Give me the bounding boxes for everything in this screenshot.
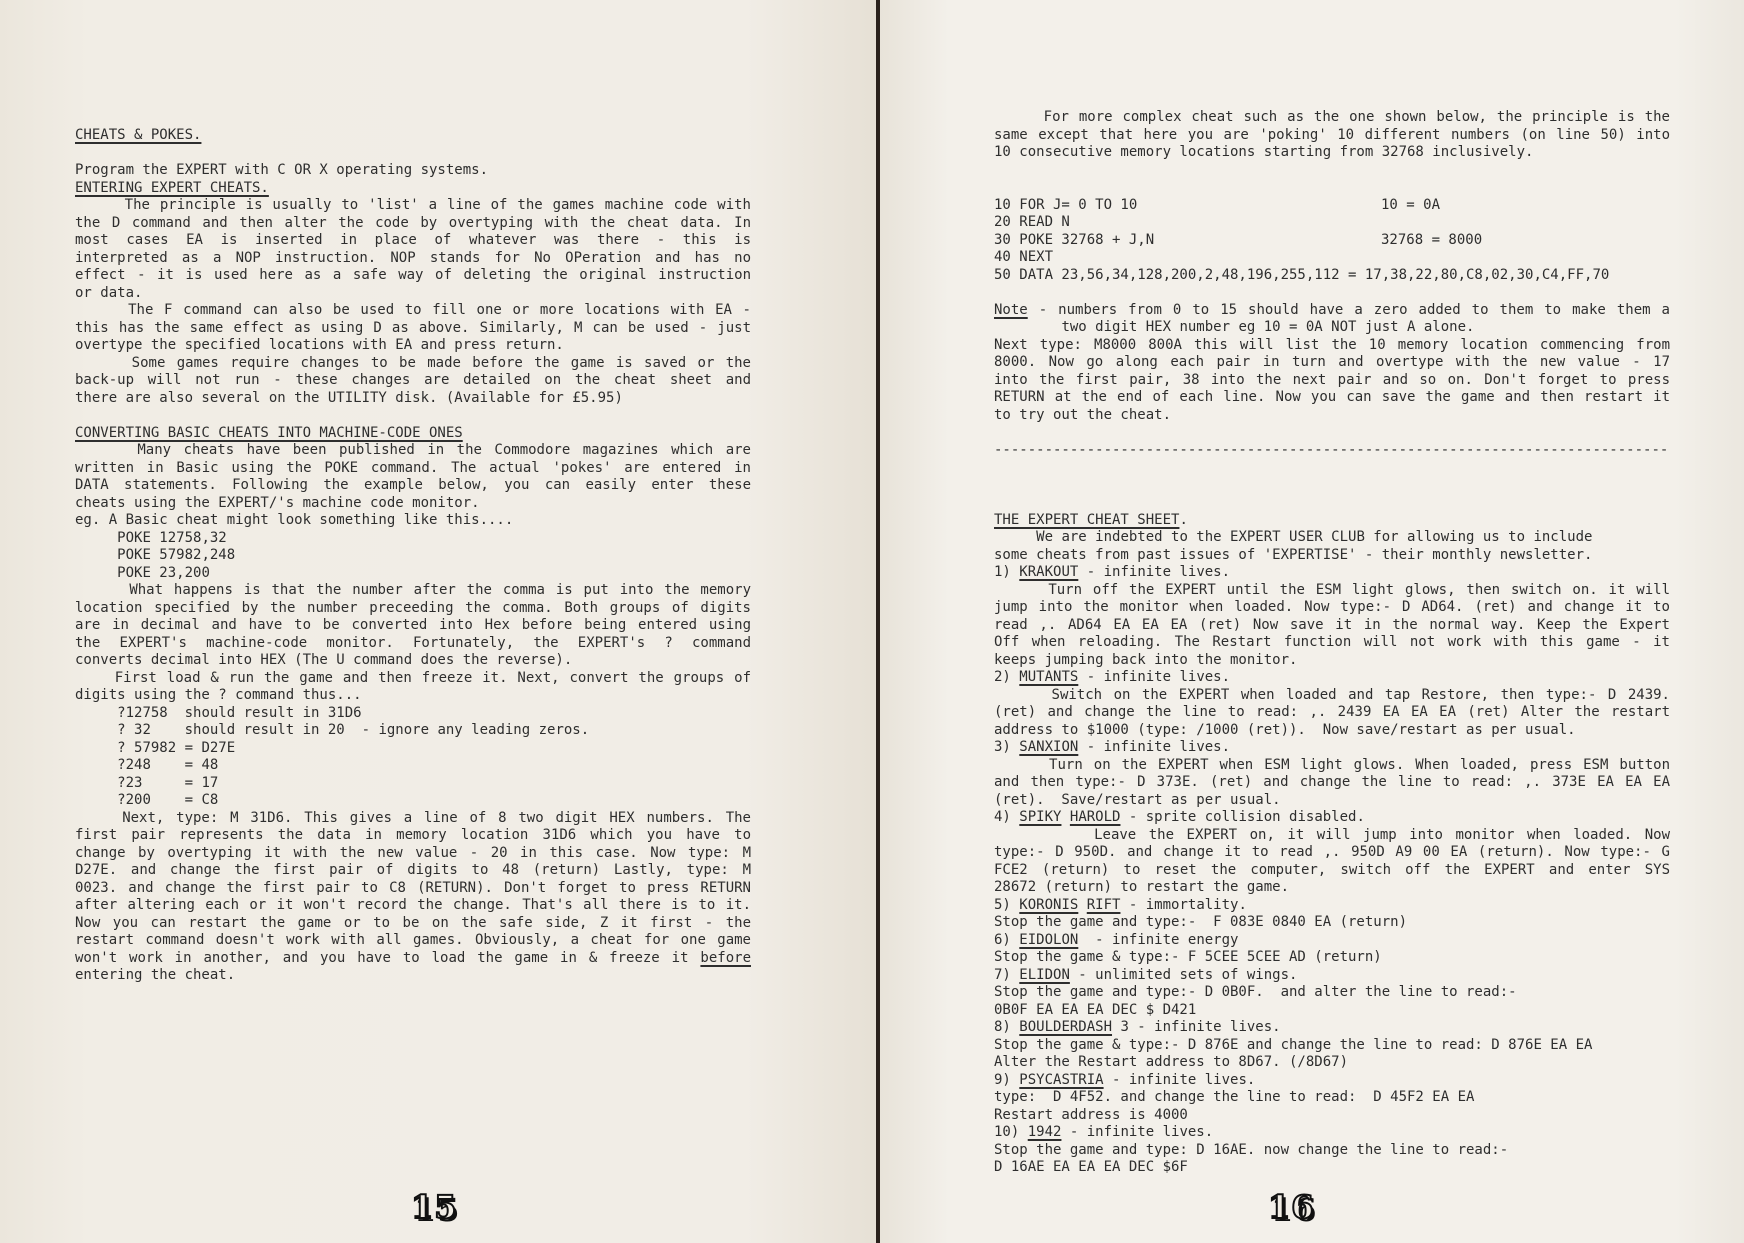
underlined-heading: SANXION [1019, 739, 1079, 755]
text-line: 10 consecutive memory locations starting from 32768 inclusively. [994, 144, 1534, 160]
text-line: 30 POKE 32768 + J,N 32768 = 8000 [994, 231, 1483, 248]
text-line: change by overtyping it with the new value - 20 in this case. Now type: M [75, 844, 751, 861]
text-line: D 16AE EA EA EA DEC $6F [994, 1159, 1188, 1175]
text-line: Program the EXPERT with C OR X operating systems. [75, 162, 489, 178]
blank-line [994, 424, 1670, 442]
text-line: Leave the EXPERT on, it will jump into monitor when loaded. Now [994, 826, 1670, 843]
text-line: ?12758 should result in 31D6 [75, 704, 362, 721]
text-line: 10) 1942 - infinite lives. [994, 1124, 1214, 1140]
text-line: RETURN at the end of each line. Now you can save the game and then restart it [994, 389, 1670, 405]
text-line: Off when reloading. The Restart function will not work with this game - it [994, 634, 1670, 650]
text-line: 1) KRAKOUT - infinite lives. [994, 564, 1231, 580]
text-line: ?248 = 48 [75, 757, 219, 773]
text-line: converts decimal into HEX (The U command does the reverse). [75, 652, 573, 668]
text-line: DATA statements. Following the example below, you can easily enter these [75, 477, 751, 493]
text-line: 8000. Now go along each pair in turn and overtype with the new value - 17 [994, 354, 1670, 370]
text-line [75, 180, 751, 198]
hex-conversion-note: 32768 = 8000 [1381, 231, 1483, 248]
text-line: 40 NEXT [994, 249, 1054, 265]
right-page-text [994, 109, 1670, 1177]
blank-line [994, 494, 1670, 512]
underlined-heading: before [700, 949, 751, 966]
text-line: Some games require changes to be made before the game is saved or the [75, 354, 751, 371]
text-line: location specified by the number preceeding the comma. Both groups of digits [75, 599, 751, 616]
text-line: D27E. and change the first pair of digits to 48 (return) Lastly, type: M [75, 862, 751, 878]
text-line: interpreted as a NOP instruction. NOP stands for No OPeration and has no [75, 249, 751, 266]
blank-line [994, 162, 1670, 180]
text-line: Stop the game and type: D 16AE. now change the line to read:- [994, 1141, 1509, 1158]
text-line: POKE 23,200 [75, 564, 210, 581]
text-line: Next, type: M 31D6. This gives a line of 8 two digit HEX numbers. The [75, 809, 751, 826]
text-line: the EXPERT's machine-code monitor. Fortunately, the EXPERT's ? command [75, 634, 751, 651]
text-line: 0023. and change the first pair to C8 (RETURN). Don't forget to press RETURN [75, 879, 751, 896]
text-line: after altering each or it won't record the change. That's all there is to it. [75, 897, 751, 913]
underlined-heading: KRAKOUT [1019, 564, 1079, 580]
text-line: some cheats from past issues of 'EXPERTISE' - their monthly newsletter. [994, 546, 1593, 563]
text-line: to try out the cheat. [994, 406, 1172, 423]
text-line: or data. [75, 284, 143, 301]
underlined-heading: THE EXPERT CHEAT SHEET [994, 511, 1180, 528]
underlined-heading: 1942 [1027, 1124, 1062, 1140]
text-line: jump into the monitor when loaded. Now type:- D AD64. (ret) and change it to [994, 599, 1670, 615]
text-line: 10 FOR J= 0 TO 10 10 = 0A [994, 196, 1441, 213]
text-line: address to $1000 (type: /1000 (ret)). Now save/restart as per usual. [994, 721, 1576, 738]
text-line: Now you can restart the game or to be on the safe side, Z it first - the [75, 914, 751, 931]
text-line: won't work in another, and you have to load the game in & freeze it before [75, 949, 751, 966]
text-line: THE EXPERT CHEAT SHEET. [994, 511, 1188, 528]
text-line: Turn on the EXPERT when ESM light glows. When loaded, press ESM button [994, 756, 1670, 773]
text-line: 8) BOULDERDASH 3 - infinite lives. [994, 1019, 1281, 1035]
underlined-heading: BOULDERDASH [1019, 1019, 1113, 1035]
text-line: are in decimal and have to be converted into Hex before being entered using [75, 617, 751, 633]
text-line: POKE 57982,248 [75, 547, 236, 563]
underlined-heading: EIDOLON [1019, 931, 1079, 948]
text-line: ? 32 should result in 20 - ignore any leading zeros. [75, 722, 590, 738]
text-line: there are also several on the UTILITY disk. (Available for £5.95) [75, 389, 623, 406]
text-line [75, 127, 751, 145]
text-line: 50 DATA 23,56,34,128,200,2,48,196,255,112 = 17,38,22,80,C8,02,30,C4,FF,70 [994, 266, 1610, 283]
text-line: Restart address is 4000 [994, 1106, 1188, 1123]
text-line: POKE 12758,32 [75, 529, 227, 546]
blank-line [994, 284, 1670, 302]
text-line: cheats using the EXPERT/'s machine code monitor. [75, 494, 480, 511]
text-line: ?23 = 17 [75, 774, 219, 791]
text-line: Alter the Restart address to 8D67. (/8D67) [994, 1054, 1349, 1070]
underlined-heading: KORONIS [1019, 896, 1079, 913]
text-line: entering the cheat. [75, 967, 236, 983]
text-line: effect - it is used here as a safe way of deleting the original instruction [75, 267, 751, 283]
text-line: eg. A Basic cheat might look something like this.... [75, 512, 514, 528]
text-line: this has the same effect as using D as above. Similarly, M can be used - just [75, 319, 751, 336]
text-line: back-up will not run - these changes are detailed on the cheat sheet and [75, 372, 751, 388]
text-line: and then type:- D 373E. (ret) and change the line to read: ,. 373E EA EA EA [994, 774, 1670, 790]
text-line: We are indebted to the EXPERT USER CLUB for allowing us to include [994, 529, 1593, 545]
text-line: keeps jumping back into the monitor. [994, 651, 1298, 668]
blank-line [994, 459, 1670, 477]
text-line: First load & run the game and then freeze it. Next, convert the groups of [75, 669, 752, 686]
text-line: Stop the game & type:- F 5CEE 5CEE AD (return) [994, 949, 1382, 965]
text-line: The principle is usually to 'list' a line of the games machine code with [75, 197, 751, 213]
text-line: (ret) and change the line to read: ,. 2439 EA EA EA (ret) Alter the restart [994, 704, 1670, 720]
text-line: 6) EIDOLON - infinite energy [994, 931, 1239, 948]
text-line: restart command doesn't work with all games. Obviously, a cheat for one game [75, 932, 751, 948]
text-line: ? 57982 = D27E [75, 739, 236, 756]
text-line: -------------------------------------------------------------------------------- [994, 441, 1669, 458]
text-line: What happens is that the number after the comma is put into the memory [75, 582, 751, 598]
hex-conversion-note: 10 = 0A [1381, 196, 1441, 213]
text-line: ?200 = C8 [75, 792, 219, 808]
text-line: FCE2 (return) to reset the computer, switch off the EXPERT and enter SYS [994, 861, 1670, 878]
text-line: written in Basic using the POKE command. The actual 'pokes' are entered in [75, 459, 751, 476]
text-line: (ret). Save/restart as per usual. [994, 791, 1281, 808]
text-line: 28672 (return) to restart the game. [994, 879, 1290, 895]
text-line: 9) PSYCASTRIA - infinite lives. [994, 1071, 1256, 1088]
underlined-heading: ENTERING EXPERT CHEATS. [75, 179, 269, 196]
blank-line [75, 407, 751, 425]
underlined-heading: PSYCASTRIA [1019, 1071, 1104, 1088]
text-line: 0B0F EA EA EA DEC $ D421 [994, 1001, 1197, 1018]
text-line: Note - numbers from 0 to 15 should have a zero added to them to make them a [994, 301, 1670, 318]
text-line: 7) ELIDON - unlimited sets of wings. [994, 966, 1298, 983]
blank-line [994, 179, 1670, 197]
text-line: read ,. AD64 EA EA EA (ret) Now save it in the normal way. Keep the Expert [994, 616, 1670, 633]
text-line: Stop the game and type:- F 083E 0840 EA (return) [994, 914, 1408, 930]
page-number-left: 15 [411, 1188, 458, 1226]
text-line: Turn off the EXPERT until the ESM light glows, then switch on. it will [994, 581, 1670, 598]
underlined-heading: HAROLD [1069, 809, 1121, 825]
underlined-heading: SPIKY [1019, 809, 1062, 825]
text-line: The F command can also be used to fill one or more locations with EA - [75, 302, 751, 318]
page-number-right: 16 [1268, 1188, 1315, 1226]
text-line: type: D 4F52. and change the line to read: D 45F2 EA EA [994, 1089, 1475, 1105]
text-line: into the first pair, 38 into the next pair and so on. Don't forget to press [994, 371, 1670, 388]
text-line: type:- D 950D. and change it to read ,. 950D A9 00 EA (return). Now type:- G [994, 844, 1670, 860]
text-line: same except that here you are 'poking' 10 different numbers (on line 50) into [994, 126, 1670, 143]
underlined-heading: ELIDON [1019, 966, 1070, 983]
left-page-text [75, 127, 751, 985]
underlined-heading: RIFT [1086, 896, 1121, 913]
text-line: digits using the ? command thus... [75, 687, 362, 703]
text-line: Many cheats have been published in the Commodore magazines which are [75, 442, 751, 458]
text-line: most cases EA is inserted in place of whatever was there - this is [75, 232, 751, 248]
blank-line [75, 145, 751, 163]
text-line: Next type: M8000 800A this will list the 10 memory location commencing from [994, 336, 1670, 353]
text-line: overtype the specified locations with EA and press return. [75, 337, 564, 353]
underlined-heading: CONVERTING BASIC CHEATS INTO MACHINE-CODE ONES [75, 424, 463, 441]
text-line: 3) SANXION - infinite lives. [994, 739, 1231, 755]
underlined-heading: CHEATS & POKES. [75, 127, 202, 143]
text-line: 20 READ N [994, 214, 1070, 230]
text-line: first pair represents the data in memory location 31D6 which you have to [75, 827, 751, 843]
text-line: For more complex cheat such as the one shown below, the principle is the [994, 109, 1670, 125]
text-line: 5) KORONIS RIFT - immortality. [994, 896, 1247, 913]
text-line: Switch on the EXPERT when loaded and tap Restore, then type:- D 2439. [994, 686, 1670, 703]
text-line: Stop the game & type:- D 876E and change the line to read: D 876E EA EA [994, 1036, 1593, 1053]
text-line: 2) MUTANTS - infinite lives. [994, 669, 1231, 685]
text-line: two digit HEX number eg 10 = 0A NOT just A alone. [994, 319, 1475, 335]
text-line: the D command and then alter the code by overtyping with the cheat data. In [75, 214, 751, 231]
underlined-heading: Note [994, 301, 1028, 318]
text-line [75, 425, 751, 443]
blank-line [994, 477, 1670, 495]
underlined-heading: MUTANTS [1019, 669, 1079, 685]
text-line: Stop the game and type:- D 0B0F. and alter the line to read:- [994, 984, 1517, 1000]
text-line: 4) SPIKY HAROLD - sprite collision disabled. [994, 809, 1365, 825]
